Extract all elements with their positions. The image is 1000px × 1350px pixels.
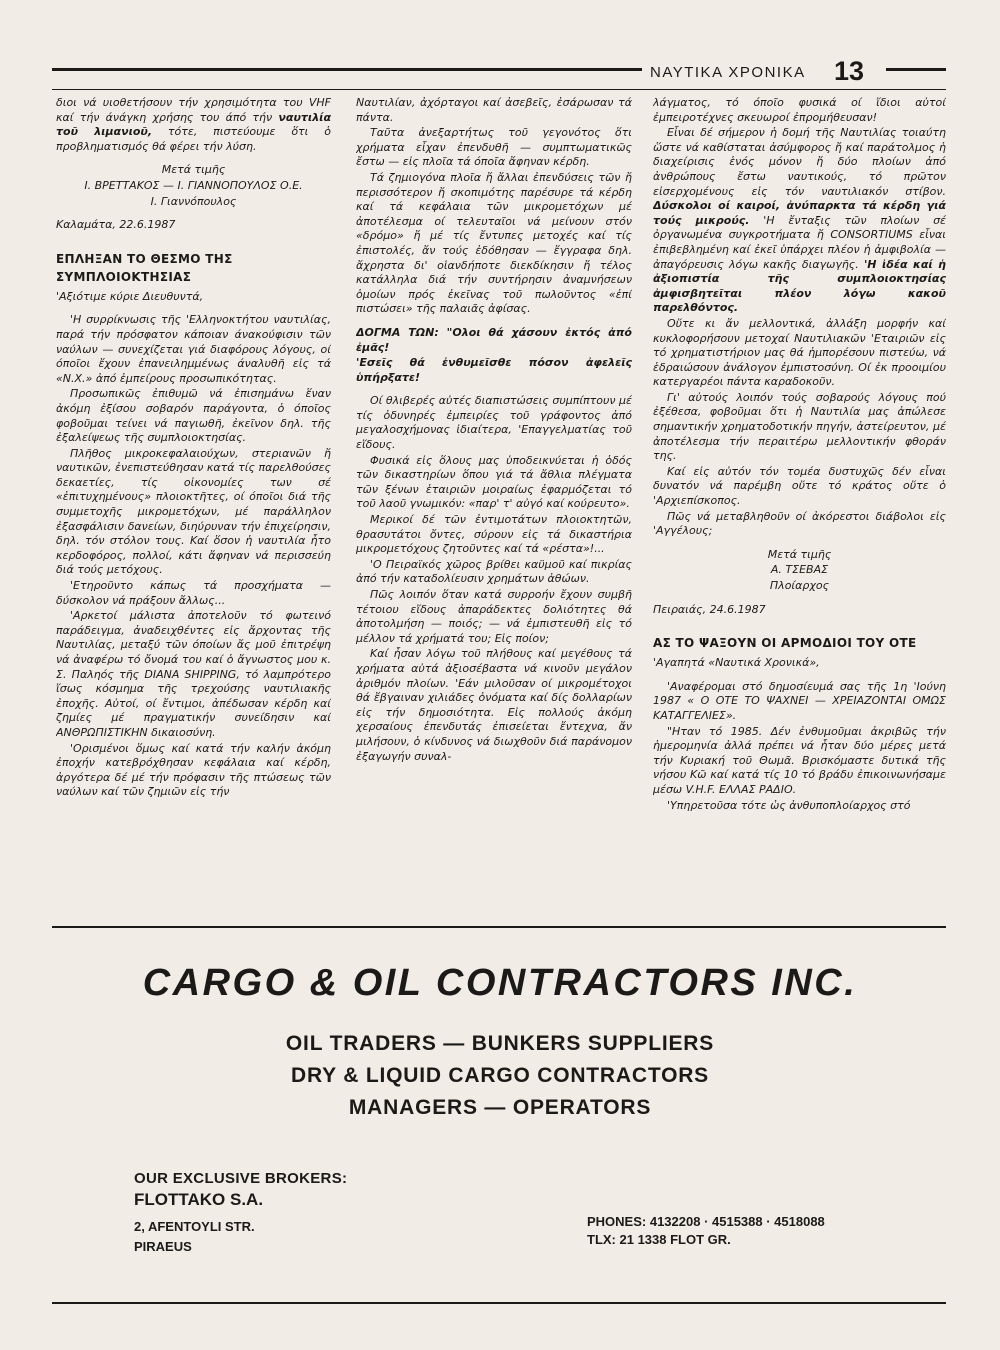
brokers-label: OUR EXCLUSIVE BROKERS: <box>134 1170 348 1187</box>
paragraph: 'Ετηροῦντο κάπως τά προσχήματα — δύσκολον νά πράξουν ἄλλως... <box>56 579 331 607</box>
paragraph: 'Αρκετοί μάλιστα ἀποτελοῦν τό φωτεινό παράδειγμα, ἀναδειχθέντες εἰς ἄρχοντας τῆς Ναυτιλίας, μεταξύ τῶν όποίων ἄς μοῦ ἐπιτρέψη νά ἀναφέρω τό ὄνομά του καί ὁ ἄγνωστος μου κ. Σ. Παληός τῆς DIANA SHIPPING, τό λαμπρότερο ἴσως κόσμημα τῆς τρεχούσης ναυτιλιακῆς ἐποχῆς. Αὐτοί, οί ἔντιμοι, ἀπέδωσαν κέρδη καί ζημίες μέ πραγματικήν συνείδησιν καί ΑΝΘΡΩΠΙΣΤΙΚΗΝ δικαιοσύνη. <box>56 609 331 739</box>
brokers-telex: TLX: 21 1338 FLOT GR. <box>587 1232 731 1247</box>
paragraph: Ναυτιλίαν, ἀχόρταγοι καί ἀσεβεῖς, ἐσάρωσαν τά πάντα. <box>356 96 632 124</box>
signature-place-date: Πειραιάς, 24.6.1987 <box>653 602 766 616</box>
paragraph: "Ηταν τό 1985. Δέν ἐνθυμοῦμαι ἀκριβῶς τήν ἡμερομηνία ἀλλά πρέπει νά ἦταν δύο μέρες μετά τήν Κυριακή τοῦ Θωμᾶ. Βρισκόμαστε δυτικά τῆς νήσου Κῶ καί κατά τίς 10 τό βράδυ ἐπικοινωνήσαμε μέσω V.H.F. ΕΛΛΑΣ ΡΑΔΙΟ. <box>653 724 946 796</box>
article-column-2 <box>356 96 632 908</box>
article-heading: ΕΠΛΗΞΑΝ ΤΟ ΘΕΣΜΟ ΤΗΣ ΣΥΜΠΛΟΙΟΚΤΗΣΙΑΣ <box>56 251 233 284</box>
paragraph: Μερικοί δέ τῶν ἐντιμοτάτων πλοιοκτητῶν, θρασυτάτοι ὄντες, σύρουν εἰς τά δικαστήρια μικρομετόχους ζητοῦντες καί τά «ρέστα»!... <box>356 513 632 556</box>
article-heading: ΑΣ ΤΟ ΨΑΞΟΥΝ ΟΙ ΑΡΜΟΔΙΟΙ ΤΟΥ ΟΤΕ <box>653 636 917 651</box>
paragraph: Καί ἦσαν λόγω τοῦ πλήθους καί μεγέθους τά χρήματα αὐτά ἀξιοσέβαστα νά κινοῦν μεγάλον ἀριθμόν πλοίων. 'Εάν μιλοῦσαν οί μικρομέτοχοι θά ἔβγαιναν χιλιάδες ὀνόματα καί δίς δολλαρίων εἰς τήν δημοσιότητα. Εἰς πολλούς ἀκόμη χερσαίους ἐπενδυτάς ἐπισείεται ἔντεχνα, ἄν μιλήσουν, ὁ κίνδυνος νά διωχθοῦν διά παράνομον ἐξαγωγήν συναλ- <box>356 647 632 763</box>
signature-respect: Μετά τιμῆς <box>767 547 832 561</box>
ad-service-line: MANAGERS — OPERATORS <box>348 1096 652 1119</box>
article-column-1 <box>56 96 331 908</box>
paragraph: Καί εἰς αὐτόν τόν τομέα δυστυχῶς δέν εἶναι δυνατόν νά παρέμβη οὔτε τό κράτος οὔτε ὁ 'Αρχιεπίσκοπος. <box>653 464 946 508</box>
paragraph: 'Υπηρετοῦσα τότε ὡς ἀνθυποπλοίαρχος στό <box>667 798 911 812</box>
publication-name: ΝΑΥΤΙΚΑ ΧΡΟΝΙΚΑ <box>650 64 806 81</box>
paragraph: 'Ορισμένοι ὅμως καί κατά τήν καλήν ἀκόμη ἐποχήν κατεβρόχθησαν κεφάλαια καί κέρδη, ἀργότερα δέ μέ τήν πρόφασιν τῆς πτώσεως τῶν ναύλων καί τῶν ζημιῶν εἰς τήν <box>56 741 331 799</box>
paragraph: Ταῦτα ἀνεξαρτήτως τοῦ γεγονότος ὅτι χρήματα εἶχαν ἐπενδυθῆ — συμπτωματικῶς ἔστω — εἰς πλοῖα τά όποῖα ἄφηναν κέρδη. <box>356 126 632 169</box>
paragraph: Γι' αὐτούς λοιπόν τούς σοβαρούς λόγους πού ἐξέθεσα, φοβοῦμαι ὅτι ἡ Ναυτιλία μας ἀπώλεσε σημαντικήν χρηματοδοτικήν πηγήν, ἀστείρευτον, μέ ἀποτέλεσμα τήν περαιτέρω μελλοντικήν φθοράν της. <box>653 390 946 463</box>
paragraph: Τά ζημιογόνα πλοῖα ἤ ἄλλαι ἐπενδύσεις τῶν ἤ περισσότερον ἤ σκοπιμότης παρέσυρε τά κέρδη καί τά κεφάλαια τῶν μικρομετόχων μέ ἀποτέλεσμα οί τελευταῖοι νά μείνουν στόν «δρόμο» ἤ μέ τίς ἔντυπες μετοχές καί τίς ἐπιστολές, ἄν τούς ἐδόθησαν — ἔγγραφα δηλ. ἄχρηστα δι' οἱανδήποτε διεκδίκησιν ἤ τέλος κατάλληλα διά τήν συντήρησιν ἀναμνήσεων ὁμοίων πρός ἐκεῖνας τοῦ πωλοῦντος «ἐπί πιστώσει» τῆς παλαιᾶς ἀφίσας. <box>356 170 632 316</box>
header-rule-right <box>886 68 946 71</box>
signature-place-date: Καλαμάτα, 22.6.1987 <box>56 218 176 232</box>
paragraph: διοι νά υιοθετήσουν τήν χρησιμότητα του VHF καί τήν άνάγκη χρήσης του άπό τήν ναυτιλία τοῦ λιμανιοῦ, τότε, πιστεύουμε ὅτι ὁ προβληματισμός θά φέρει τήν λύση. <box>56 96 331 153</box>
page-number: 13 <box>834 56 865 86</box>
paragraph: Προσωπικῶς ἐπιθυμῶ νά ἐπισημάνω ἕναν ἀκόμη ἐξίσου σοβαρόν παράγοντα, ὁ όποῖος φοβοῦμαι τείνει νά παγιωθῆ, ἐκεῖνον δηλ. τῆς ἐξαλείψεως τῆς συμπλοιοκτησίας. <box>56 387 331 445</box>
brokers-name: FLOTTAKO S.A. <box>134 1190 264 1209</box>
brokers-phones: PHONES: 4132208 · 4515388 · 4518088 <box>587 1214 825 1229</box>
ad-service-line: DRY & LIQUID CARGO CONTRACTORS <box>291 1064 709 1087</box>
paragraph: Εἶναι δέ σήμερον ἡ δομή τῆς Ναυτιλίας τοιαύτη ὥστε νά καθίσταται ἀσύμφορος ἤ καί παράτολμος ἡ διαχείρισις ἑνός μόνον ἤ δύο πλοίων ἀπό ἀνθρώπους ἔστω ναυτικούς, τό πρῶτον εἰσερχομένους εἰς τόν ναυτιλιακόν στίβον. Δύσκολοι οί καιροί, ἀνύπαρκτα τά κέρδη γιά τούς μικρούς. 'Η ἔνταξις τῶν πλοίων σέ ὀργανωμένα συγκροτήματα ἤ CONSORTIUMS εἶναι ἐπιβεβλημένη καί ἐκεῖ ὑπάρχει πλέον ἡ ἀμφιβολία — ἀπαγόρευσις λόγω κακῆς διαγωγῆς. 'Η ἰδέα καί ἡ ἀξιοπιστία τῆς συμπλοιοκτησίας ἀμφισβητεῖται πλέον λόγω κακοῦ παρελθόντος. <box>653 126 946 315</box>
paragraph: 'Ο Πειραϊκός χῶρος βρίθει καϋμοῦ καί πικρίας ἀπό τήν καταδολίευσιν χρημάτων ἀθώων. <box>356 557 632 586</box>
paragraph: Οὔτε κι ἄν μελλοντικά, ἀλλάξη μορφήν καί κυκλοφορήσουν μετοχαί Ναυτιλιακῶν 'Εταιριῶν εἰς τό χρηματιστήριον μας θά ἠμπορέσουν πιστεύω, νά ἑδραιώσουν ἀνάλογον ἐμπιστοσύνη. Οί ἐκ προοιμίου κατεργαρέοι πάντα καραδοκοῦν. <box>653 316 946 389</box>
signature-name: Α. ΤΣΕΒΑΣ <box>770 563 829 577</box>
ad-company-title: CARGO & OIL CONTRACTORS INC. <box>142 962 858 1004</box>
section-divider <box>52 926 946 928</box>
paragraph: Πῶς λοιπόν ὅταν κατά συρροήν ἔχουν συμβῆ τέτοιου εἴδους ἀπαράδεκτες δολιότητες θά ἀποτολμήση — ποιός; — νά ἐμπιστευθῆ εἰς τό μέλλον τά χρήματά του; Εἰς ποίον; <box>356 588 632 645</box>
paragraph: 'Αναφέρομαι στό δημοσίευμά σας τῆς 1η 'Ιούνη 1987 « Ο ΟΤΕ ΤΟ ΨΑΧΝΕΙ — ΧΡΕΙΑΖΟΝΤΑΙ ΟΜΩΣ ΚΑΤΑΓΓΕΛΙΕΣ». <box>653 679 946 722</box>
dogma-line: ΔΟΓΜΑ ΤΩΝ: "Ολοι θά χάσουν ἐκτός ἀπό ἐμᾶς! <box>356 325 632 354</box>
header-rule-bottom <box>52 89 946 90</box>
signature-name: Ι. Γιαννόπουλος <box>150 194 237 208</box>
paragraph: λάγματος, τό όποῖο φυσικά οί ἴδιοι αὐτοί ἐμπειροτέχνες σκευωροί ἐπρομήθευσαν! <box>653 96 946 124</box>
paragraph: Οί θλιβερές αὐτές διαπιστώσεις συμπίπτουν μέ τίς ὀδυνηρές ἐμπειρίες τοῦ γράφοντος ἀπό μεγαλοσχήμονας ἰδιαίτερα, 'Επαγγελματίας τοῦ εἴδους. <box>356 394 632 452</box>
dogma-line: 'Εσεῖς θά ἐνθυμεῖσθε πόσον ἀφελεῖς ὑπήρξατε! <box>356 356 632 384</box>
ad-service-line: OIL TRADERS — BUNKERS SUPPLIERS <box>285 1032 715 1055</box>
article-column-3 <box>653 96 946 908</box>
bottom-rule <box>52 1302 946 1304</box>
header-rule-left <box>52 68 642 71</box>
signature-name: Ι. ΒΡΕΤΤΑΚΟΣ — Ι. ΓΙΑΝΝΟΠΟΥΛΟΣ Ο.Ε. <box>84 178 303 192</box>
paragraph: Πῶς νά μεταβληθοῦν οί ἀκόρεστοι διάβολοι εἰς 'Αγγέλους; <box>653 509 946 538</box>
salutation: 'Αγαπητά «Ναυτικά Χρονικά», <box>653 656 820 670</box>
salutation: 'Αξιότιμε κύριε Διευθυντά, <box>56 289 204 303</box>
paragraph: Πλῆθος μικροκεφαλαιούχων, στεριανῶν ἤ ναυτικῶν, ἐνεπιστεύθησαν κατά τίς παρελθούσες δεκαετίες, τίς οἰκονομίες των σέ «ἐπιτυχημένους» πλοιοκτῆτες, οί όποῖοι διά τῆς συμμετοχῆς μικρομετόχων, μέ παράλληλον ἐξασφάλισιν δανείων, διηύρυναν τήν ἐπιχείρησιν, δηλ. τόν στόλον τους. Καί ὅσον ἡ ναυτιλία ἦτο κερδοφόρος, πολλοί, κάτι ἄφηναν νά περισσεύη διά τούς μετόχους. <box>56 446 331 577</box>
paragraph: Φυσικά εἰς ὅλους μας ὑποδεικνύεται ἡ ὁδός τῶν δικαστηρίων ὅπου γιά τά ἄθλια πλέγματα τῶν ξένων ἑταιριῶν μοιραίως ἐφαρμόζεται τό τοῦ λαοῦ γνωμικόν: «παρ' τ' αὐγό καί κούρευτο». <box>356 453 632 511</box>
paragraph: 'Η συρρίκνωσις τῆς 'Ελληνοκτήτου ναυτιλίας, παρά τήν πρόσφατον κάποιαν άνακούφισιν τῶν ναύλων — συνεχίζεται γιά διαφόρους λόγους, οί όποῖοι ἔχουν ἐπανειλημμένως άναλυθῆ εἰς τά «Ν.Χ.» ἀπό ἐμπείρους προσωπικότητας. <box>56 313 331 385</box>
brokers-city: PIRAEUS <box>134 1239 192 1254</box>
brokers-address: 2, AFENTOYLI STR. <box>134 1219 255 1234</box>
signature-respect: Μετά τιμῆς <box>161 163 226 177</box>
signature-title: Πλοίαρχος <box>769 579 830 592</box>
